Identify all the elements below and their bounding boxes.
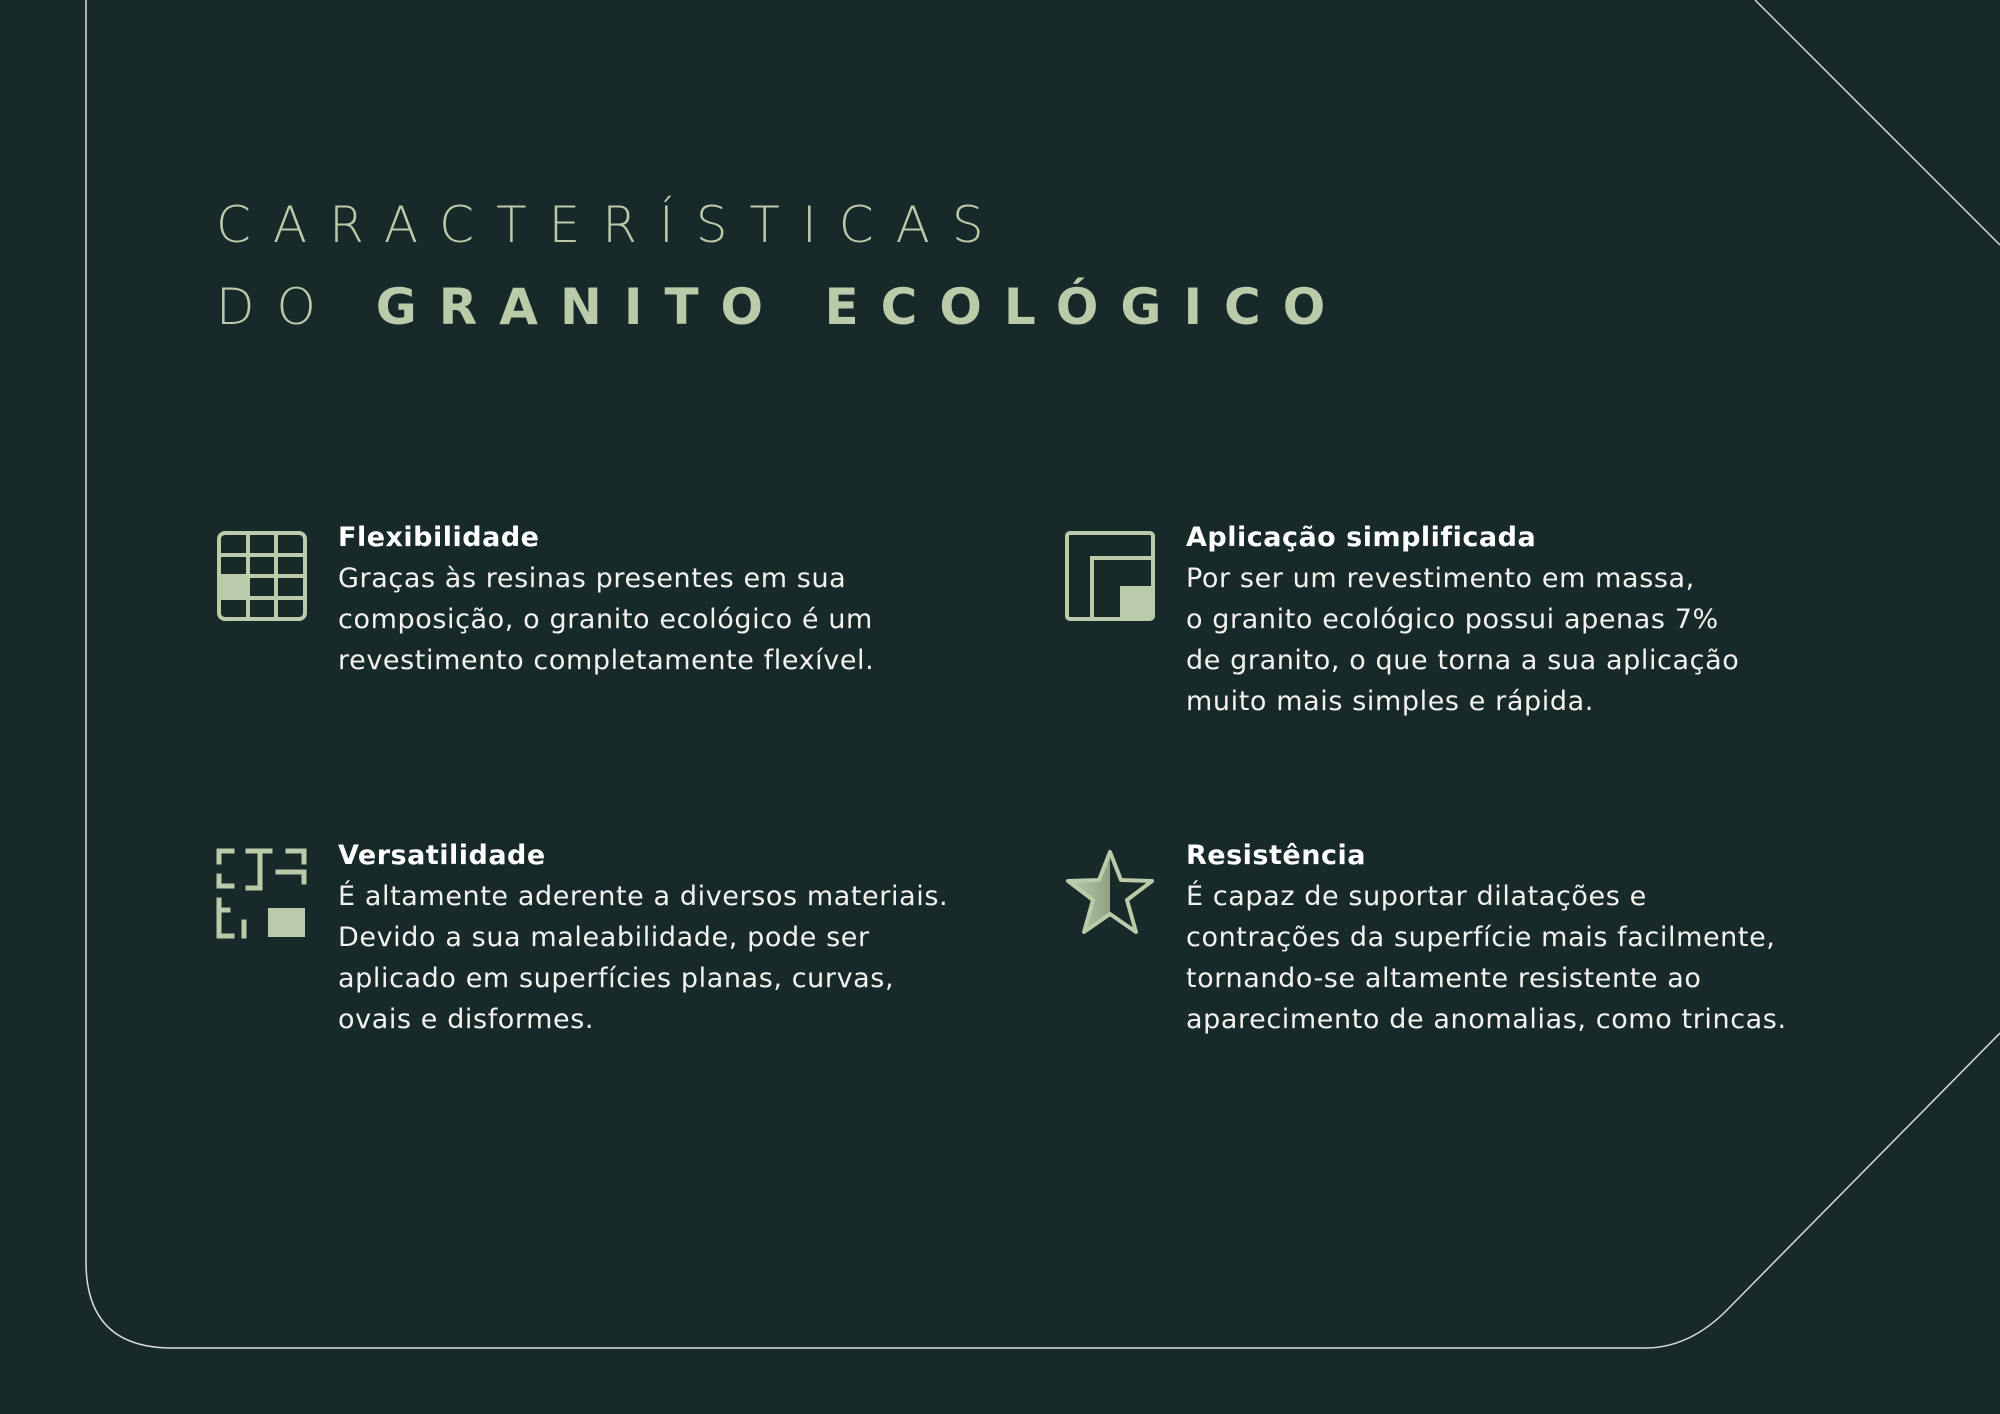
feature-title: Versatilidade [338, 840, 546, 871]
title-prefix: DO [216, 278, 338, 336]
page-title [216, 190, 1347, 342]
title-line-2 [216, 272, 1347, 342]
feature-title: Aplicação simplificada [1186, 522, 1537, 553]
title-line-1: CARACTERÍSTICAS [216, 196, 1006, 254]
feature-body: É altamente aderente a diversos materiais. Devido a sua maleabilidade, pode ser aplicado em superfícies planas, curvas, ovais e disformes. [338, 881, 949, 1035]
feature-title: Flexibilidade [338, 522, 540, 553]
feature-title: Resistência [1186, 840, 1366, 871]
feature-body: É capaz de suportar dilatações e contrações da superfície mais facilmente, tornando-se altamente resistente ao aparecimento de anomalias, como trincas. [1186, 881, 1787, 1035]
star-icon [1064, 848, 1156, 940]
grid-tile-icon [216, 530, 308, 622]
feature-body: Graças às resinas presentes em sua composição, o granito ecológico é um revestimento completamente flexível. [338, 563, 875, 676]
floor-plan-icon [1064, 530, 1156, 622]
feature-body: Por ser um revestimento em massa, o granito ecológico possui apenas 7% de granito, o que torna a sua aplicação muito mais simples e rápida. [1186, 563, 1740, 717]
blueprint-icon [216, 848, 308, 940]
title-emphasis: GRANITO ECOLÓGICO [375, 278, 1348, 336]
